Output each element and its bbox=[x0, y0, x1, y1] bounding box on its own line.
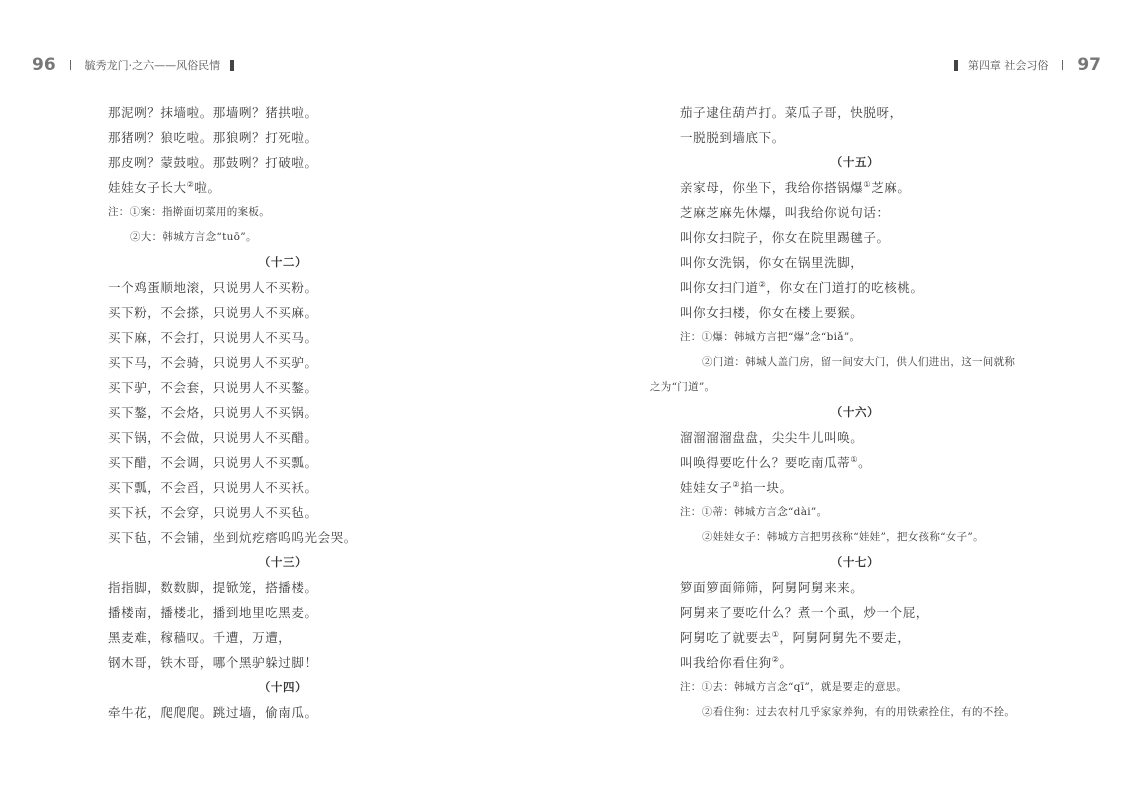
verse-line bbox=[108, 600, 548, 625]
verse-line bbox=[108, 375, 548, 400]
line-text: 钢木哥，铁木哥，哪个黑驴躲过脚！ bbox=[108, 655, 318, 670]
line-text: 叫你女扫院子，你女在院里踢毽子。 bbox=[680, 230, 890, 245]
section-heading bbox=[680, 550, 1120, 575]
verse-line bbox=[680, 250, 1120, 275]
line-text: 买下驴，不会套，只说男人不买鏊。 bbox=[108, 380, 318, 395]
footnote-marker: ② bbox=[186, 179, 195, 189]
line-text: 注：①蒂：韩城方言念“dài”。 bbox=[680, 506, 828, 518]
line-text-after: 芝麻。 bbox=[871, 180, 911, 195]
left-running-title: 毓秀龙门·之六——风俗民情 bbox=[84, 59, 221, 72]
line-text: 注：①去：韩城方言念“qī”，就是要走的意思。 bbox=[680, 681, 908, 693]
footnote bbox=[680, 700, 1120, 725]
line-text: 指指脚，数数脚，提锨笼，搭播楼。 bbox=[108, 580, 318, 595]
line-text: 之为“门道”。 bbox=[650, 381, 716, 393]
line-text: 叫你女扫门道 bbox=[680, 280, 759, 295]
verse-line bbox=[680, 225, 1120, 250]
verse-line bbox=[680, 100, 1120, 125]
line-text: （十四） bbox=[258, 680, 308, 694]
line-text: 买下袄，不会穿，只说男人不买毡。 bbox=[108, 505, 318, 520]
line-text: （十七） bbox=[830, 555, 880, 569]
verse-line bbox=[680, 600, 1120, 625]
section-heading bbox=[108, 550, 548, 575]
footnote bbox=[108, 200, 548, 225]
footnote bbox=[650, 375, 1120, 400]
verse-line bbox=[108, 525, 548, 550]
line-text: 亲家母，你坐下，我给你搭锅爆 bbox=[680, 180, 864, 195]
footnote bbox=[680, 325, 1120, 350]
verse-line bbox=[680, 275, 1120, 300]
footnote bbox=[680, 525, 1120, 550]
verse-line bbox=[108, 300, 548, 325]
line-text: 芝麻芝麻先休爆，叫我给你说句话： bbox=[680, 205, 890, 220]
line-text: 那猪咧？狼吃啦。那狼咧？打死啦。 bbox=[108, 130, 318, 145]
line-text: （十二） bbox=[258, 255, 308, 269]
left-page-text bbox=[108, 100, 548, 725]
line-text: 叫我给你看住狗 bbox=[680, 655, 772, 670]
line-text: 注：①爆：韩城方言把“爆”念“biǎ”。 bbox=[680, 331, 861, 343]
verse-line bbox=[680, 425, 1120, 450]
line-text: 那皮咧？蒙鼓啦。那鼓咧？打破啦。 bbox=[108, 155, 318, 170]
line-text: 黑麦难，稼穑叹。千遭，万遭， bbox=[108, 630, 292, 645]
footnote-marker: ② bbox=[771, 654, 780, 664]
verse-line bbox=[680, 300, 1120, 325]
verse-line bbox=[108, 650, 548, 675]
verse-line bbox=[108, 175, 548, 200]
right-page-number: 97 bbox=[1077, 55, 1101, 75]
verse-line bbox=[680, 175, 1120, 200]
line-text: 买下瓢，不会舀，只说男人不买袄。 bbox=[108, 480, 318, 495]
line-text: 播楼南，播楼北，播到地里吃黑麦。 bbox=[108, 605, 318, 620]
line-text: 买下马，不会骑，只说男人不买驴。 bbox=[108, 355, 318, 370]
section-heading bbox=[680, 150, 1120, 175]
left-page-header bbox=[32, 54, 244, 76]
line-text: 娃娃女子 bbox=[680, 480, 733, 495]
verse-line bbox=[108, 500, 548, 525]
footnote bbox=[680, 675, 1120, 700]
line-text: 阿舅吃了就要去 bbox=[680, 630, 772, 645]
verse-line bbox=[680, 625, 1120, 650]
right-running-title: 第四章 社会习俗 bbox=[967, 59, 1049, 72]
verse-line bbox=[108, 450, 548, 475]
verse-line bbox=[108, 275, 548, 300]
verse-line bbox=[108, 150, 548, 175]
verse-line bbox=[680, 200, 1120, 225]
line-text: ②门道：韩城人盖门房，留一间安大门，供人们进出，这一间就称 bbox=[702, 356, 1016, 368]
footnote-marker: ① bbox=[850, 454, 859, 464]
footnote bbox=[680, 500, 1120, 525]
line-text: ②看住狗：过去农村几乎家家养狗，有的用铁索拴住，有的不拴。 bbox=[702, 706, 1016, 718]
line-text: 买下麻，不会打，只说男人不买马。 bbox=[108, 330, 318, 345]
right-page-text bbox=[650, 100, 1120, 725]
footnote-marker: ② bbox=[758, 279, 767, 289]
section-heading bbox=[108, 250, 548, 275]
verse-line bbox=[680, 475, 1120, 500]
verse-line bbox=[108, 325, 548, 350]
line-text: 箩面箩面筛筛，阿舅阿舅来来。 bbox=[680, 580, 864, 595]
line-text-after: ，阿舅阿舅先不要走， bbox=[779, 630, 911, 645]
line-text-after: 。 bbox=[779, 655, 793, 670]
footnote-marker: ① bbox=[771, 629, 780, 639]
line-text: 注：①案：指擀面切菜用的案板。 bbox=[108, 206, 270, 218]
line-text: 一个鸡蛋顺地滚，只说男人不买粉。 bbox=[108, 280, 318, 295]
line-text: （十六） bbox=[830, 405, 880, 419]
header-block-mark bbox=[954, 60, 958, 71]
line-text: 那泥咧？抹墙啦。那墙咧？猪拱啦。 bbox=[108, 105, 318, 120]
verse-line bbox=[108, 100, 548, 125]
line-text: 买下毡，不会铺，坐到炕疙瘩呜呜光会哭。 bbox=[108, 530, 357, 545]
verse-line bbox=[108, 125, 548, 150]
line-text: 叫唤得要吃什么？要吃南瓜蒂 bbox=[680, 455, 851, 470]
line-text-after: 。 bbox=[858, 455, 872, 470]
section-heading bbox=[680, 400, 1120, 425]
line-text: 买下鏊，不会烙，只说男人不买锅。 bbox=[108, 405, 318, 420]
line-text-after: 啦。 bbox=[194, 180, 221, 195]
line-text-after: ，你女在门道打的吃核桃。 bbox=[766, 280, 924, 295]
line-text: 买下粉，不会搽，只说男人不买麻。 bbox=[108, 305, 318, 320]
verse-line bbox=[108, 400, 548, 425]
line-text: 一脱脱到墙底下。 bbox=[680, 130, 785, 145]
footnote-marker: ① bbox=[863, 179, 872, 189]
footnote-marker: ② bbox=[732, 479, 741, 489]
verse-line bbox=[108, 475, 548, 500]
verse-line bbox=[108, 575, 548, 600]
section-heading bbox=[108, 675, 548, 700]
verse-line bbox=[108, 625, 548, 650]
line-text: ②娃娃女子：韩城方言把男孩称“娃娃”，把女孩称“女子”。 bbox=[702, 531, 984, 543]
right-page-header bbox=[944, 54, 1101, 76]
verse-line bbox=[680, 450, 1120, 475]
line-text: 叫你女扫楼，你女在楼上要猴。 bbox=[680, 305, 864, 320]
line-text: 茄子逮住葫芦打。菜瓜子哥，快脱呀， bbox=[680, 105, 903, 120]
header-divider bbox=[70, 60, 71, 70]
line-text: 买下醋，不会调，只说男人不买瓢。 bbox=[108, 455, 318, 470]
left-page-number: 96 bbox=[32, 55, 56, 75]
verse-line bbox=[108, 700, 548, 725]
header-block-mark bbox=[230, 60, 234, 71]
line-text: （十五） bbox=[830, 155, 880, 169]
footnote bbox=[680, 350, 1120, 375]
verse-line bbox=[108, 425, 548, 450]
verse-line bbox=[680, 575, 1120, 600]
line-text: ②大：韩城方言念“tuō”。 bbox=[130, 231, 257, 243]
line-text-after: 掐一块。 bbox=[740, 480, 793, 495]
line-text: 溜溜溜溜盘盘，尖尖牛儿叫唤。 bbox=[680, 430, 864, 445]
line-text: 娃娃女子长大 bbox=[108, 180, 187, 195]
line-text: 叫你女洗锅，你女在锅里洗脚， bbox=[680, 255, 864, 270]
line-text: 买下锅，不会做，只说男人不买醋。 bbox=[108, 430, 318, 445]
footnote bbox=[108, 225, 548, 250]
line-text: 阿舅来了要吃什么？煮一个虱，炒一个屁， bbox=[680, 605, 929, 620]
verse-line bbox=[108, 350, 548, 375]
verse-line bbox=[680, 650, 1120, 675]
verse-line bbox=[680, 125, 1120, 150]
line-text: 牵牛花，爬爬爬。跳过墙，偷南瓜。 bbox=[108, 705, 318, 720]
line-text: （十三） bbox=[258, 555, 308, 569]
header-divider bbox=[1062, 60, 1063, 70]
